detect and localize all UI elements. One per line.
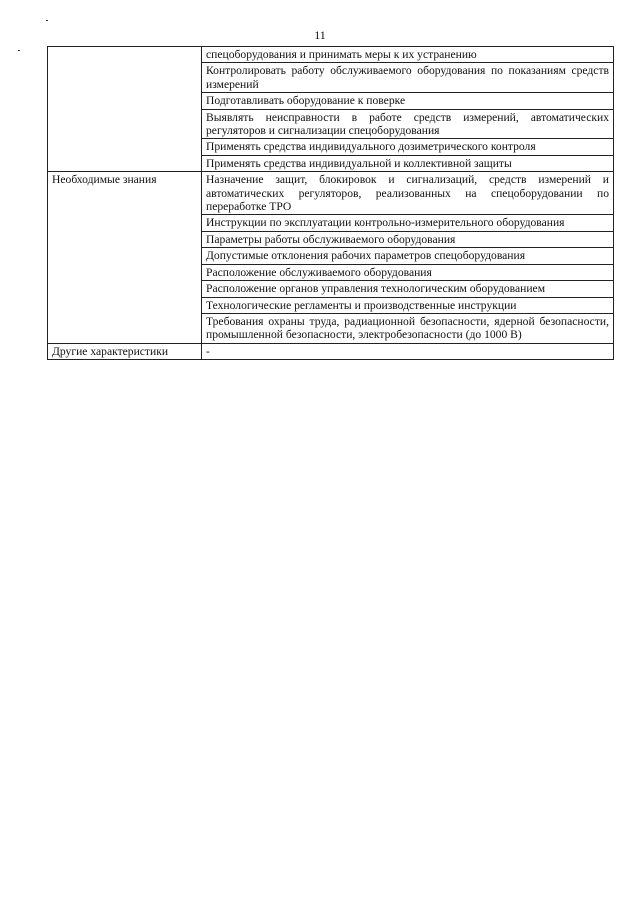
knowledge-label: Необходимые знания <box>48 172 202 343</box>
skill-item: спецоборудования и принимать меры к их устранению <box>202 47 614 63</box>
page-number: 11 <box>314 28 326 42</box>
scan-artifact <box>18 50 20 51</box>
other-characteristics-value: - <box>202 343 614 359</box>
knowledge-item: Назначение защит, блокировок и сигнализаций, средств измерений и автоматических регуляторов, реализованных на спецоборудовании по переработке ТРО <box>202 172 614 215</box>
knowledge-item: Допустимые отклонения рабочих параметров спецоборудования <box>202 248 614 264</box>
skill-item: Контролировать работу обслуживаемого оборудования по показаниям средств измерений <box>202 63 614 93</box>
skill-item: Применять средства индивидуального дозиметрического контроля <box>202 139 614 155</box>
knowledge-item: Технологические регламенты и производственные инструкции <box>202 297 614 313</box>
table-row <box>48 343 614 359</box>
knowledge-item: Требования охраны труда, радиационной безопасности, ядерной безопасности, промышленной безопасности, электробезопасности (до 1000 В) <box>202 313 614 343</box>
requirements-table <box>47 46 614 360</box>
table-row <box>48 47 614 63</box>
knowledge-item: Расположение органов управления технологическим оборудованием <box>202 281 614 297</box>
skills-continued-label <box>48 47 202 172</box>
table-row <box>48 172 614 215</box>
skill-item: Выявлять неисправности в работе средств измерений, автоматических регуляторов и сигнализации спецоборудования <box>202 109 614 139</box>
skill-item: Применять средства индивидуальной и коллективной защиты <box>202 155 614 171</box>
knowledge-item: Инструкции по эксплуатации контрольно-измерительного оборудования <box>202 215 614 231</box>
knowledge-item: Расположение обслуживаемого оборудования <box>202 264 614 280</box>
knowledge-item: Параметры работы обслуживаемого оборудования <box>202 231 614 247</box>
skill-item: Подготавливать оборудование к поверке <box>202 93 614 109</box>
scan-artifact <box>46 20 48 21</box>
other-characteristics-label: Другие характеристики <box>48 343 202 359</box>
